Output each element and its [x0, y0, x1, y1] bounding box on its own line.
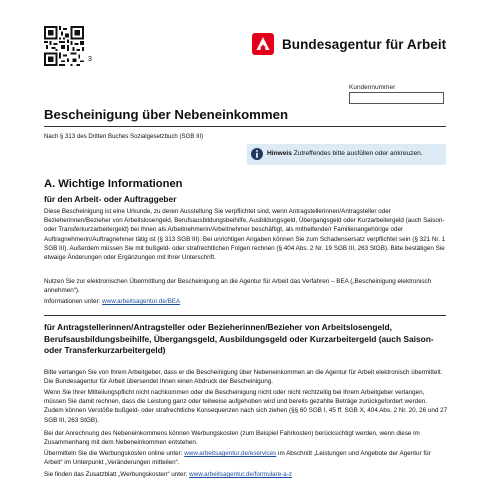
legal-basis: Nach § 313 des Dritten Buches Sozialgesetzbuch (SGB III) — [44, 133, 204, 140]
eservices-prefix: Übermitteln Sie die Werbungskosten online unter: — [44, 450, 185, 457]
bea-info-label: Informationen unter: — [44, 298, 103, 305]
page-number: 3 — [88, 56, 92, 63]
forms-text — [44, 470, 448, 479]
bea-procedure-text: Nutzen Sie zur elektronischen Übermittlung der Bescheinigung an die Agentur für Arbeit das Verfahren – BEA („Bescheinigung elektronisch annehmen“). — [44, 278, 432, 295]
hint-body: Zutreffendes bitte ausfüllen oder ankreuzen. — [291, 150, 423, 157]
agency-name: Bundesagentur für Arbeit — [282, 36, 447, 52]
hint-text — [267, 150, 423, 157]
section-a-heading: A. Wichtige Informationen — [44, 178, 183, 190]
employer-obligation-text: Diese Bescheinigung ist eine Urkunde, zu deren Ausstellung Sie verpflichtet sind, wenn Antragstellerinnen/Antragsteller oder Bezieherinnen/Bezieher von Arbeitslosengeld, Berufsausbildungsbeihilfe, Ausbildungsgeld, Übergangsgeld oder Kurzarbeitergeld (auch Saison- oder Transferkurzarbeitergeld) bei Ihnen als Arbeitnehmerin/Arbeitnehmer beschäftigt, als mithelfende/r Familienangehörige oder Auftragnehmerin/Auftragnehmer tätig ist (§ 313 SGB III). Bei unrichtigen Angaben können Sie zum Schadensersatz verpflichtet sein (§ 321 Nr. 1 SGB III). Außerdem müssen Sie mit bußgeld- oder strafrechtlichen Folgen rechnen (§ 404 Abs. 2 Nr. 19 SGB III, 263 StGB). Bitte bestätigen Sie etwaige Änderungen oder Ergänzungen mit Ihrer Unterschrift. — [44, 208, 446, 262]
eservices-text — [44, 449, 448, 467]
section-a-subheading: für den Arbeit- oder Auftraggeber — [44, 194, 177, 204]
info-icon — [251, 148, 263, 160]
eservices-suffix: im Abschnitt „Leistungen und Angebote der Agentur für Arbeit“ im Unterpunkt „Veränderungen mitteilen“. — [44, 450, 431, 467]
customer-number-field[interactable] — [349, 92, 444, 104]
section-divider — [44, 315, 446, 316]
bea-info-line — [44, 297, 448, 306]
expenses-text: Bei der Anrechnung des Nebeneinkommens können Werbungskosten (zum Beispiel Fahrkosten) berücksichtigt werden, wenn diese im Zusammenhang mit dem Nebeneinkommen entstehen. — [44, 430, 420, 447]
hint-label: Hinweis — [267, 150, 292, 157]
agency-logo-icon — [252, 33, 274, 55]
customer-number-label: Kundennummer — [349, 84, 396, 91]
title-divider — [44, 126, 446, 127]
agency-logo — [252, 32, 446, 56]
applicant-request-text: Bitte verlangen Sie von Ihrem Arbeitgeber, dass er die Bescheinigung über Nebeneinkommen an die Agentur für Arbeit elektronisch übermittelt. Die Bundesagentur für Arbeit übersendet Ihnen einen Abdruck der Bescheinigung. — [44, 369, 443, 386]
bea-link[interactable]: www.arbeitsagentur.de/BEA — [102, 298, 181, 305]
applicants-heading: für Antragstellerinnen/Antragsteller oder Bezieherinnen/Bezieher von Arbeitslosengeld, Berufsausbildungsbeihilfe, Übergangsgeld, Ausbildungsgeld oder Kurzarbeitergeld (auch Saison- oder Transferkurzarbeitergeld) — [44, 322, 434, 355]
eservices-link[interactable]: www.arbeitsagentur.de/eservices — [184, 450, 277, 457]
qr-code — [44, 26, 84, 66]
page-title: Bescheinigung über Nebeneinkommen — [44, 107, 289, 122]
duty-to-inform-text: Wenn Sie Ihrer Mitteilungspflicht nicht nachkommen oder die Bescheinigung nicht oder nicht rechtzeitig bei Ihrem Arbeitgeber verlangen, müssen Sie damit rechnen, dass die Leistung ganz oder teilweise aufgehoben wird und bereits gezahlte Beträge zurückgefordert werden. Zudem können Verstöße bußgeld- oder strafrechtliche Konsequenzen nach sich ziehen (§§ 60 SGB I, 45 ff. SGB X, 404 Abs. 2 Nr. 20, 26 und 27 SGB III, 263 StGB). — [44, 389, 448, 424]
forms-prefix: Sie finden das Zusatzblatt „Werbungskosten“ unter: — [44, 471, 190, 478]
forms-link[interactable]: www.arbeitsagentur.de/formulare-a-z — [189, 471, 293, 478]
